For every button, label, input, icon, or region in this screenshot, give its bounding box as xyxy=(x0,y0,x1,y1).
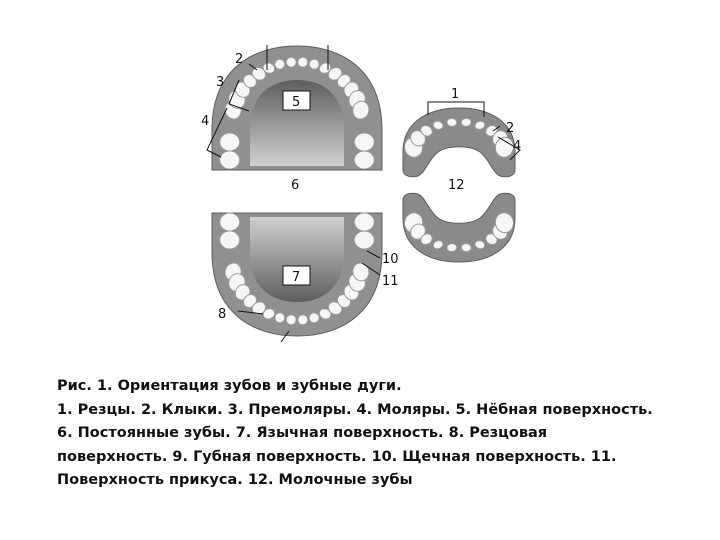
tooth xyxy=(354,133,374,151)
tooth xyxy=(354,151,374,169)
tongue-surface xyxy=(250,217,344,302)
label-10: 10 xyxy=(382,252,399,267)
label-8: 8 xyxy=(218,307,227,322)
label-7: 7 xyxy=(292,270,301,285)
lower-deciduous-arch xyxy=(402,193,515,262)
label-4-deciduous: 4 xyxy=(513,139,522,154)
upper-deciduous-arch xyxy=(402,108,515,177)
label-5: 5 xyxy=(292,95,301,110)
tooth xyxy=(286,314,297,325)
tooth xyxy=(354,231,374,249)
tooth xyxy=(220,231,240,249)
caption-line: 1. Резцы. 2. Клыки. 3. Премоляры. 4. Моляры. 5. Нёбная поверхность. xyxy=(57,401,653,418)
deciduous-tooth xyxy=(446,243,457,252)
label-6: 6 xyxy=(291,178,300,193)
caption-line: поверхность. 9. Губная поверхность. 10. Щечная поверхность. 11. xyxy=(57,448,617,465)
label-2-deciduous: 2 xyxy=(506,121,515,136)
tooth xyxy=(220,151,240,169)
tooth xyxy=(220,133,240,151)
label-1: 1 xyxy=(451,87,460,102)
tooth xyxy=(297,314,308,325)
label-12: 12 xyxy=(448,178,465,193)
caption-title: Рис. 1. Ориентация зубов и зубные дуги. xyxy=(57,378,402,394)
tooth xyxy=(297,57,308,68)
label-2-permanent: 2 xyxy=(235,52,244,67)
deciduous-tooth xyxy=(461,243,472,252)
tooth xyxy=(220,213,240,231)
label-3: 3 xyxy=(216,75,225,90)
tooth xyxy=(354,213,374,231)
tooth xyxy=(286,57,297,68)
label-11: 11 xyxy=(382,274,399,289)
deciduous-tooth xyxy=(446,118,457,127)
label-4-permanent: 4 xyxy=(201,114,210,129)
caption-line: 6. Постоянные зубы. 7. Язычная поверхность. 8. Резцовая xyxy=(57,425,548,441)
caption-line: Поверхность прикуса. 12. Молочные зубы xyxy=(57,472,413,488)
figure-caption xyxy=(57,375,697,493)
deciduous-tooth xyxy=(461,118,472,127)
